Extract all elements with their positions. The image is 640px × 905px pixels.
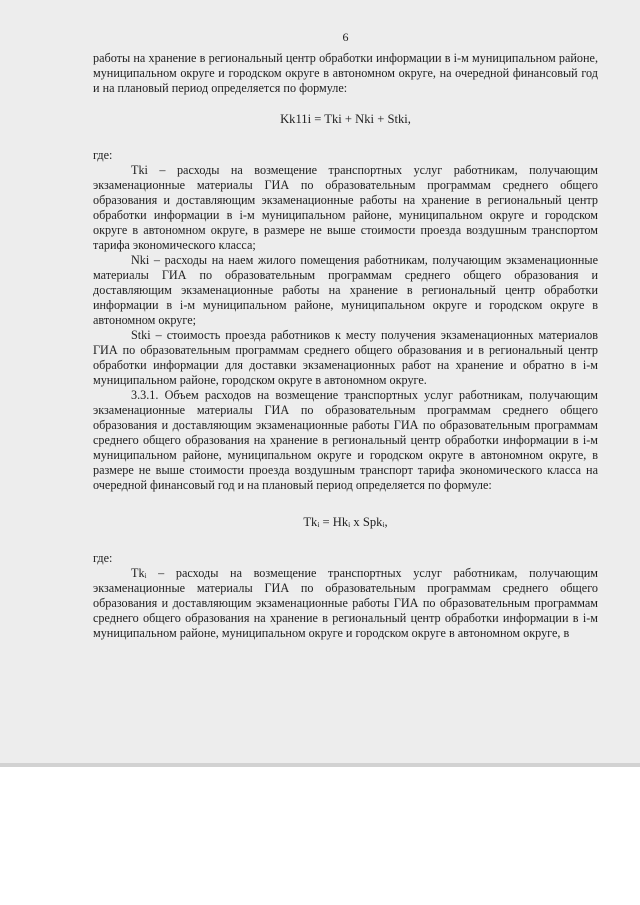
where-label: где:: [93, 148, 113, 162]
definition-tki: Tki – расходы на возмещение транспортных услуг работникам, получающим экзаменационные материалы ГИА по образовательным программам среднего общего образования и доставляющим экзаменационные работы на хранение в региональный центр обработки информации в i-м муниципальном районе, муниципальном округе и городском округе в автономном округе, в размере не выше стоимости проезда воздушным транспортом тарифа экономического класса;: [93, 163, 598, 252]
paragraph-intro: работы на хранение в региональный центр обработки информации в i-м муниципальном районе, муниципальном округе и городском округе в автономном округе, на очередной финансовый год и на плановый период определяется по формуле:: [93, 51, 598, 95]
definition-tki-2: Tkᵢ – расходы на возмещение транспортных услуг работникам, получающим экзаменационные материалы ГИА по образовательным программам среднего общего образования и доставляющим экзаменационные работы ГИА по образовательным программам среднего общего образования на хранение в региональный центр обработки информации в i-м муниципальном районе, муниципальном округе и городском округе в автономном округе, в: [93, 566, 598, 640]
where-label-2: где:: [93, 551, 113, 565]
formula-kk11i: Kk11i = Tki + Nki + Stki,: [280, 112, 411, 126]
definition-nki: Nki – расходы на наем жилого помещения работникам, получающим экзаменационные материалы ГИА по образовательным программам среднего общего образования и доставляющим экзаменационные работы на хранение в региональный центр обработки информации в i-м муниципальном районе, муниципальном округе и городском округе в автономном округе;: [93, 253, 598, 327]
paragraph-3-3-1: 3.3.1. Объем расходов на возмещение транспортных услуг работникам, получающим экзаменационные материалы ГИА по образовательным программам среднего общего образования и доставляющим экзаменационные работы ГИА по образовательным программам среднего общего образования на хранение в региональный центр обработки информации в i-м муниципальном районе, муниципальном округе и городском округе в автономном округе, в размере не выше стоимости проезда воздушным транспорт тарифа экономического класса на очередной финансовый год и на плановый период определяется по формуле:: [93, 388, 598, 492]
formula-tki: Tkᵢ = Hkᵢ x Spkᵢ,: [303, 515, 388, 529]
definition-stki: Stki – стоимость проезда работников к месту получения экзаменационных материалов ГИА по образовательным программам среднего общего образования и в региональный центр обработки информации для доставки экзаменационных работ на хранение и обратно в i-м муниципальном районе, городском округе в автономном округе.: [93, 328, 598, 387]
document-page: [93, 30, 598, 641]
page-number: 6: [342, 30, 349, 44]
